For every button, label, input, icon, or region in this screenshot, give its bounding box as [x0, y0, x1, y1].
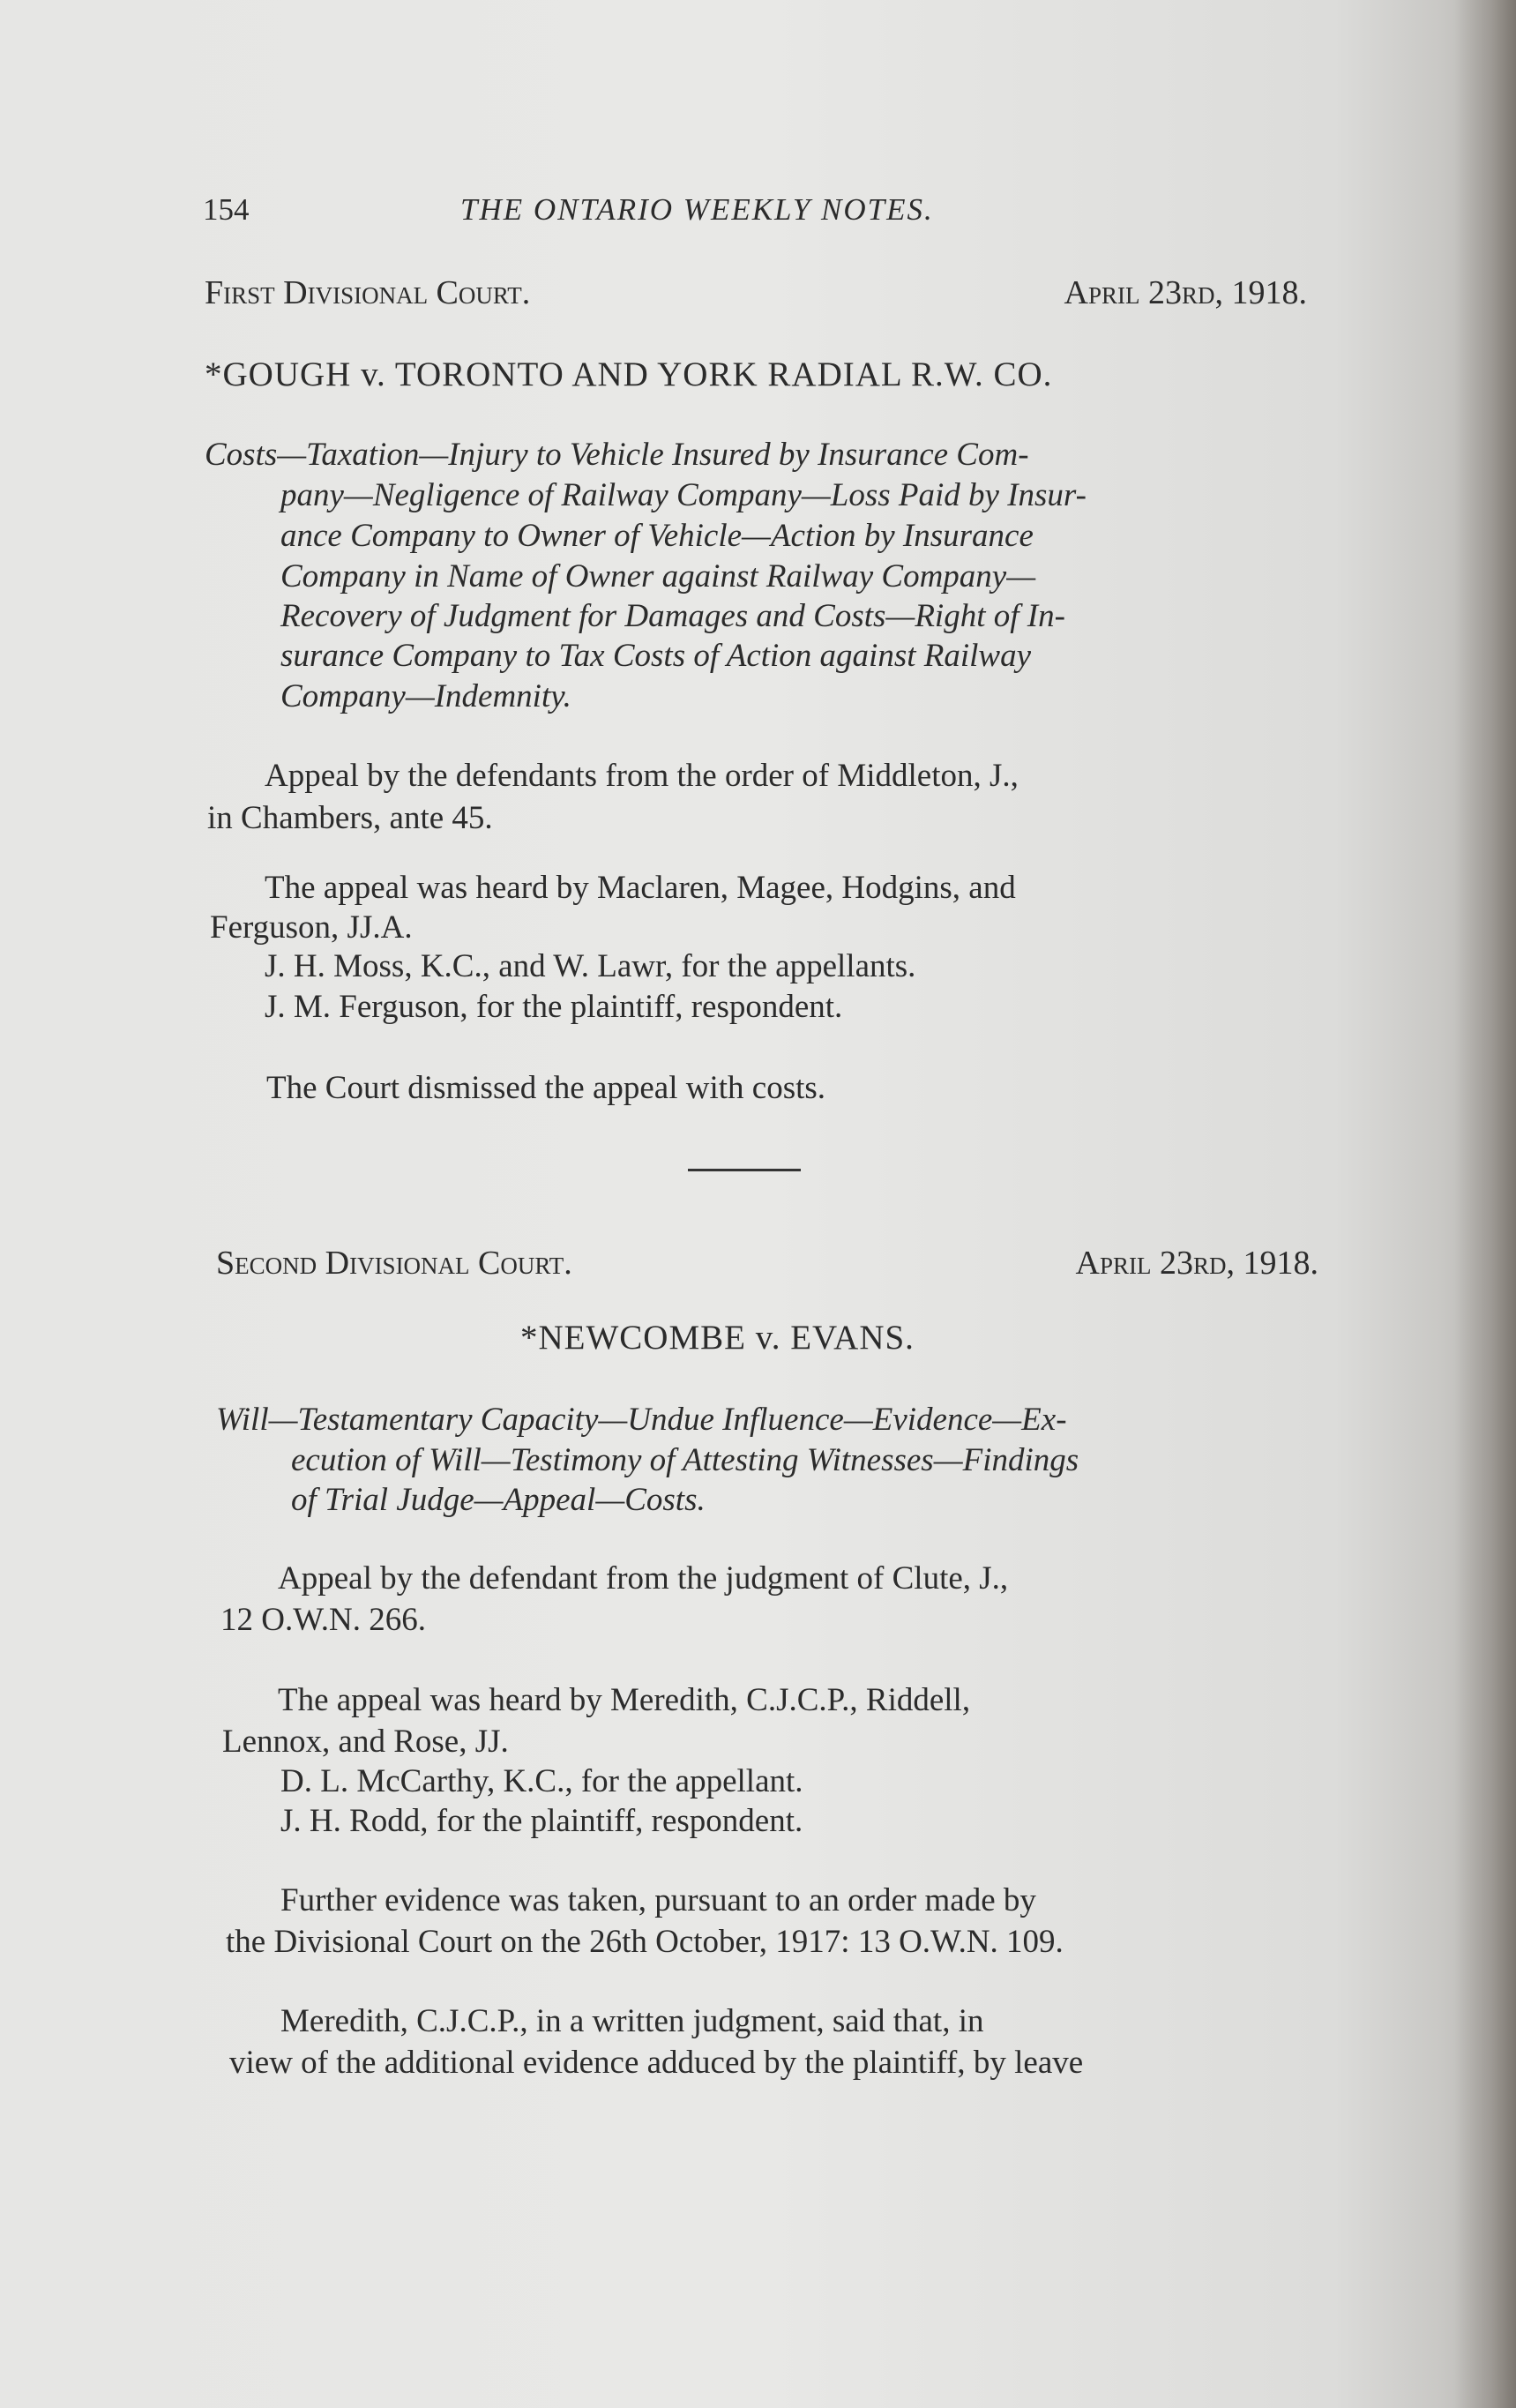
headnote-line: ecution of Will—Testimony of Attesting Witnesses—Findings [291, 1442, 1079, 1478]
headnote-line: surance Company to Tax Costs of Action against Railway [280, 638, 1032, 674]
paragraph-line: Further evidence was taken, pursuant to an order made by [280, 1882, 1036, 1918]
page-edge-shadow [1454, 0, 1516, 2408]
paragraph-line: J. H. Moss, K.C., and W. Lawr, for the appellants. [265, 948, 916, 984]
paragraph-line: the Divisional Court on the 26th October, 1917: 13 O.W.N. 109. [226, 1924, 1064, 1960]
paragraph-line: J. M. Ferguson, for the plaintiff, respondent. [265, 989, 843, 1025]
journal-title: THE ONTARIO WEEKLY NOTES. [460, 192, 934, 227]
paragraph-line: Ferguson, JJ.A. [210, 909, 413, 946]
paragraph-line: Appeal by the defendants from the order of Middleton, J., [265, 758, 1019, 794]
headnote-line: ance Company to Owner of Vehicle—Action by Insurance [280, 518, 1034, 554]
page-number: 154 [203, 192, 250, 227]
headnote-line: Costs—Taxation—Injury to Vehicle Insured by Insurance Com- [205, 437, 1029, 473]
court-name: First Divisional Court. [205, 274, 531, 311]
paragraph-line: 12 O.W.N. 266. [220, 1602, 426, 1638]
paragraph-line: The Court dismissed the appeal with costs. [266, 1070, 826, 1106]
headnote-line: Company in Name of Owner against Railway Company— [280, 558, 1036, 595]
paragraph-line: Appeal by the defendant from the judgment of Clute, J., [278, 1560, 1009, 1597]
paragraph-line: J. H. Rodd, for the plaintiff, respondent. [280, 1803, 803, 1839]
headnote-line: Recovery of Judgment for Damages and Costs—Right of In- [280, 598, 1065, 634]
paragraph-line: The appeal was heard by Meredith, C.J.C.P., Riddell, [278, 1682, 971, 1718]
running-head [203, 192, 1318, 232]
paragraph-line: D. L. McCarthy, K.C., for the appellant. [280, 1763, 803, 1799]
paragraph-line: view of the additional evidence adduced by the plaintiff, by leave [229, 2045, 1084, 2081]
paragraph-line: in Chambers, ante 45. [207, 800, 493, 836]
case-title: *GOUGH v. TORONTO AND YORK RADIAL R.W. CO. [205, 355, 1053, 393]
headnote-line: pany—Negligence of Railway Company—Loss Paid by Insur- [280, 477, 1087, 513]
headnote-line: of Trial Judge—Appeal—Costs. [291, 1482, 706, 1518]
decision-date: April 23rd, 1918. [1075, 1245, 1318, 1282]
paragraph-line: Lennox, and Rose, JJ. [222, 1724, 509, 1760]
court-name: Second Divisional Court. [216, 1245, 572, 1282]
case-title: *NEWCOMBE v. EVANS. [520, 1319, 915, 1357]
paragraph-line: The appeal was heard by Maclaren, Magee, Hodgins, and [265, 870, 1016, 906]
headnote-line: Company—Indemnity. [280, 678, 571, 714]
paragraph-line: Meredith, C.J.C.P., in a written judgment, said that, in [280, 2003, 984, 2039]
court-line-1 [205, 273, 1307, 316]
headnote-line: Will—Testamentary Capacity—Undue Influence—Evidence—Ex- [216, 1402, 1067, 1438]
section-divider [688, 1169, 801, 1171]
decision-date: April 23rd, 1918. [1064, 274, 1307, 311]
court-line-2 [216, 1244, 1318, 1286]
